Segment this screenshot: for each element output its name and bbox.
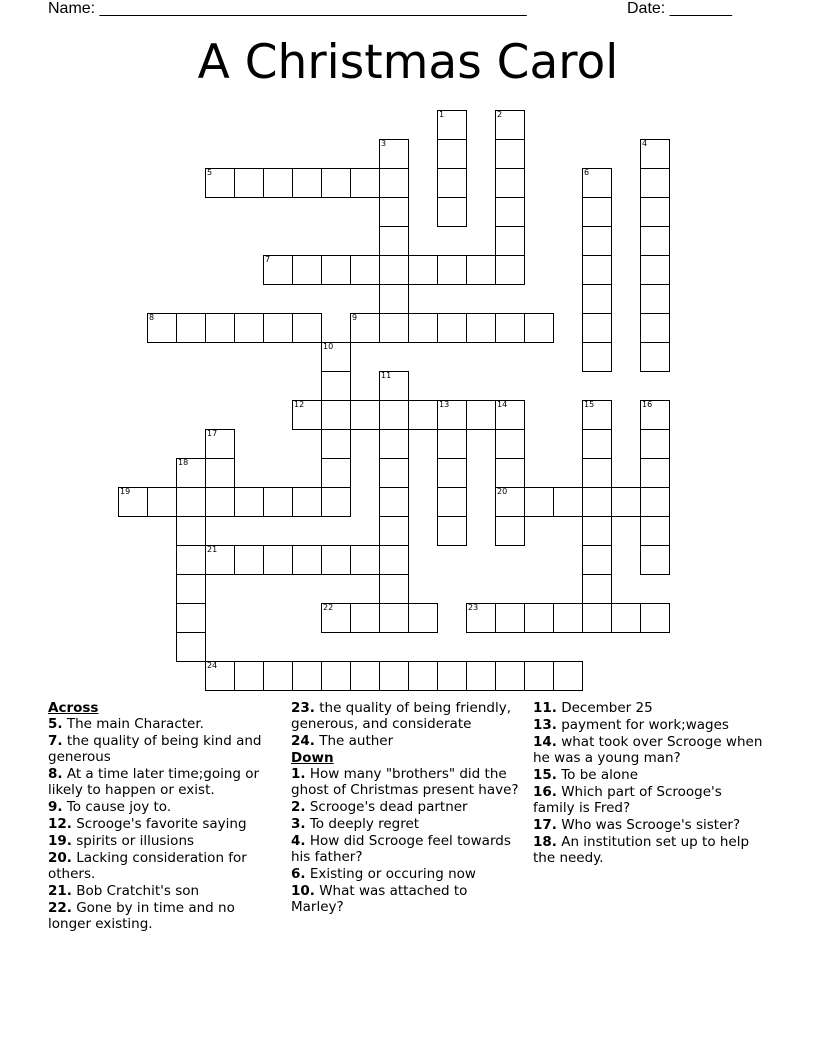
grid-cell[interactable] <box>350 255 380 285</box>
cell-number: 11 <box>381 371 392 380</box>
grid-cell[interactable] <box>437 110 467 140</box>
grid-cell[interactable] <box>495 487 525 517</box>
grid-cell[interactable] <box>495 661 525 691</box>
grid-cell[interactable] <box>466 661 496 691</box>
grid-cell[interactable] <box>640 255 670 285</box>
grid-cell[interactable] <box>205 429 235 459</box>
grid-cell[interactable] <box>176 574 206 604</box>
clue-across-8: 8. At a time later time;going or likely to happen or exist. <box>48 766 260 798</box>
grid-cell[interactable] <box>582 313 612 343</box>
grid-cell[interactable] <box>640 603 670 633</box>
grid-cell[interactable] <box>263 487 293 517</box>
grid-cell[interactable] <box>640 516 670 546</box>
grid-cell[interactable] <box>147 487 177 517</box>
grid-cell[interactable] <box>379 458 409 488</box>
grid-cell[interactable] <box>234 545 264 575</box>
grid-cell[interactable] <box>408 603 438 633</box>
grid-cell[interactable] <box>176 545 206 575</box>
header <box>48 0 748 22</box>
grid-cell[interactable] <box>408 400 438 430</box>
grid-cell[interactable] <box>640 284 670 314</box>
grid-cell[interactable] <box>379 313 409 343</box>
page-title: A Christmas Carol <box>197 35 619 90</box>
grid-cell[interactable] <box>437 313 467 343</box>
down-heading: Down <box>291 750 334 766</box>
clue-across-19: 19. spirits or illusions <box>48 833 195 849</box>
grid-cell[interactable] <box>379 197 409 227</box>
grid-cell[interactable] <box>524 487 554 517</box>
grid-cell[interactable] <box>379 139 409 169</box>
grid-cell[interactable] <box>379 168 409 198</box>
grid-cell[interactable] <box>582 168 612 198</box>
grid-cell[interactable] <box>437 197 467 227</box>
cell-number: 10 <box>323 342 334 351</box>
grid-cell[interactable] <box>379 226 409 256</box>
clues-column-2 <box>291 700 521 916</box>
cell-number: 23 <box>468 603 479 612</box>
grid-cell[interactable] <box>321 371 351 401</box>
grid-cell[interactable] <box>524 603 554 633</box>
grid-cell[interactable] <box>205 487 235 517</box>
clue-down-16: 16. Which part of Scrooge's family is Fred? <box>533 784 722 816</box>
grid-cell[interactable] <box>640 429 670 459</box>
grid-cell[interactable] <box>582 255 612 285</box>
grid-cell[interactable] <box>205 168 235 198</box>
clue-down-17: 17. Who was Scrooge's sister? <box>533 817 741 833</box>
grid-cell[interactable] <box>379 371 409 401</box>
clue-across-21: 21. Bob Cratchit's son <box>48 883 200 899</box>
grid-cell[interactable] <box>263 545 293 575</box>
cell-number: 6 <box>584 168 590 177</box>
grid-cell[interactable] <box>495 197 525 227</box>
grid-cell[interactable] <box>292 487 322 517</box>
grid-cell[interactable] <box>379 255 409 285</box>
grid-cell[interactable] <box>379 487 409 517</box>
grid-cell[interactable] <box>611 603 641 633</box>
cell-number: 22 <box>323 603 334 612</box>
grid-cell[interactable] <box>640 197 670 227</box>
grid-cell[interactable] <box>321 603 351 633</box>
grid-cell[interactable] <box>640 313 670 343</box>
clues-column-1 <box>48 700 278 933</box>
grid-cell[interactable] <box>495 516 525 546</box>
date-field[interactable]: Date: _______ <box>627 0 732 17</box>
grid-cell[interactable] <box>466 400 496 430</box>
cell-number: 19 <box>120 487 131 496</box>
grid-cell[interactable] <box>234 487 264 517</box>
grid-cell[interactable] <box>466 313 496 343</box>
grid-cell[interactable] <box>640 545 670 575</box>
grid-cell[interactable] <box>234 313 264 343</box>
grid-cell[interactable] <box>524 313 554 343</box>
grid-cell[interactable] <box>408 255 438 285</box>
cell-number: 14 <box>497 400 508 409</box>
grid-cell[interactable] <box>582 429 612 459</box>
grid-cell[interactable] <box>495 400 525 430</box>
grid-cell[interactable] <box>321 458 351 488</box>
grid-cell[interactable] <box>524 661 554 691</box>
grid-cell[interactable] <box>553 603 583 633</box>
grid-cell[interactable] <box>292 545 322 575</box>
grid-cell[interactable] <box>437 516 467 546</box>
clue-across-5: 5. The main Character. <box>48 716 204 732</box>
clue-down-15: 15. To be alone <box>533 767 639 783</box>
grid-cell[interactable] <box>321 487 351 517</box>
grid-cell[interactable] <box>640 458 670 488</box>
grid-cell[interactable] <box>205 545 235 575</box>
grid-cell[interactable] <box>379 603 409 633</box>
grid-cell[interactable] <box>495 110 525 140</box>
cell-number: 9 <box>352 313 358 322</box>
grid-cell[interactable] <box>437 139 467 169</box>
grid-cell[interactable] <box>640 139 670 169</box>
grid-cell[interactable] <box>263 313 293 343</box>
grid-cell[interactable] <box>437 400 467 430</box>
grid-cell[interactable] <box>321 168 351 198</box>
grid-cell[interactable] <box>176 313 206 343</box>
cell-number: 18 <box>178 458 189 467</box>
cell-number: 16 <box>642 400 653 409</box>
grid-cell[interactable] <box>234 168 264 198</box>
grid-cell[interactable] <box>582 574 612 604</box>
clue-across-22: 22. Gone by in time and no longer existing. <box>48 900 235 932</box>
grid-cell[interactable] <box>408 661 438 691</box>
grid-cell[interactable] <box>176 458 206 488</box>
grid-cell[interactable] <box>495 429 525 459</box>
grid-cell[interactable] <box>640 168 670 198</box>
grid-cell[interactable] <box>495 255 525 285</box>
clue-across-7: 7. the quality of being kind and generous <box>48 733 262 765</box>
cell-number: 15 <box>584 400 595 409</box>
grid-cell[interactable] <box>437 661 467 691</box>
cell-number: 24 <box>207 661 218 670</box>
clue-down-14: 14. what took over Scrooge when he was a young man? <box>533 734 763 766</box>
grid-cell[interactable] <box>611 487 641 517</box>
grid-cell[interactable] <box>176 487 206 517</box>
grid-cell[interactable] <box>582 342 612 372</box>
grid-cell[interactable] <box>292 313 322 343</box>
grid-cell[interactable] <box>321 255 351 285</box>
grid-cell[interactable] <box>321 545 351 575</box>
grid-cell[interactable] <box>176 632 206 662</box>
cell-number: 1 <box>439 110 445 119</box>
clue-across-9: 9. To cause joy to. <box>48 799 172 815</box>
grid-cell[interactable] <box>582 226 612 256</box>
grid-cell[interactable] <box>553 487 583 517</box>
grid-cell[interactable] <box>582 487 612 517</box>
grid-cell[interactable] <box>118 487 148 517</box>
grid-cell[interactable] <box>582 197 612 227</box>
clue-down-4: 4. How did Scrooge feel towards his father? <box>291 833 511 865</box>
clue-down-2: 2. Scrooge's dead partner <box>291 799 468 815</box>
cell-number: 4 <box>642 139 648 148</box>
grid-cell[interactable] <box>379 284 409 314</box>
grid-cell[interactable] <box>205 661 235 691</box>
grid-cell[interactable] <box>350 168 380 198</box>
clue-across-12: 12. Scrooge's favorite saying <box>48 816 247 832</box>
clue-down-18: 18. An institution set up to help the needy. <box>533 834 750 866</box>
grid-cell[interactable] <box>495 139 525 169</box>
grid-cell[interactable] <box>582 400 612 430</box>
grid-cell[interactable] <box>321 661 351 691</box>
clue-down-13: 13. payment for work;wages <box>533 717 729 733</box>
grid-cell[interactable] <box>495 603 525 633</box>
cell-number: 7 <box>265 255 271 264</box>
grid-cell[interactable] <box>379 429 409 459</box>
grid-cell[interactable] <box>640 400 670 430</box>
cell-number: 20 <box>497 487 508 496</box>
grid-cell[interactable] <box>437 458 467 488</box>
grid-cell[interactable] <box>263 255 293 285</box>
grid-cell[interactable] <box>321 342 351 372</box>
grid-cell[interactable] <box>292 255 322 285</box>
clue-across-24: 24. The auther <box>291 733 394 749</box>
clue-across-23: 23. the quality of being friendly, generous, and considerate <box>291 700 511 732</box>
grid-cell[interactable] <box>582 284 612 314</box>
clue-across-20: 20. Lacking consideration for others. <box>48 850 247 882</box>
clue-down-10: 10. What was attached to Marley? <box>291 883 468 915</box>
grid-cell[interactable] <box>437 429 467 459</box>
grid-cell[interactable] <box>176 516 206 546</box>
grid-cell[interactable] <box>437 487 467 517</box>
cell-number: 3 <box>381 139 387 148</box>
grid-cell[interactable] <box>176 603 206 633</box>
grid-cell[interactable] <box>350 313 380 343</box>
grid-cell[interactable] <box>408 313 438 343</box>
grid-cell[interactable] <box>263 661 293 691</box>
grid-cell[interactable] <box>582 545 612 575</box>
grid-cell[interactable] <box>350 603 380 633</box>
cell-number: 12 <box>294 400 305 409</box>
grid-cell[interactable] <box>147 313 177 343</box>
clue-down-11: 11. December 25 <box>533 700 653 716</box>
cell-number: 5 <box>207 168 213 177</box>
grid-cell[interactable] <box>379 574 409 604</box>
grid-cell[interactable] <box>495 168 525 198</box>
grid-cell[interactable] <box>379 545 409 575</box>
grid-cell[interactable] <box>495 226 525 256</box>
grid-cell[interactable] <box>292 400 322 430</box>
grid-cell[interactable] <box>379 400 409 430</box>
clue-down-6: 6. Existing or occuring now <box>291 866 476 882</box>
grid-cell[interactable] <box>350 661 380 691</box>
grid-cell[interactable] <box>495 458 525 488</box>
grid-cell[interactable] <box>350 400 380 430</box>
grid-cell[interactable] <box>437 168 467 198</box>
grid-cell[interactable] <box>582 603 612 633</box>
grid-cell[interactable] <box>234 661 264 691</box>
grid-cell[interactable] <box>640 226 670 256</box>
grid-cell[interactable] <box>582 458 612 488</box>
grid-cell[interactable] <box>292 168 322 198</box>
cell-number: 8 <box>149 313 155 322</box>
grid-cell[interactable] <box>553 661 583 691</box>
grid-cell[interactable] <box>350 545 380 575</box>
cell-number: 17 <box>207 429 218 438</box>
grid-cell[interactable] <box>263 168 293 198</box>
grid-cell[interactable] <box>205 313 235 343</box>
grid-cell[interactable] <box>582 516 612 546</box>
grid-cell[interactable] <box>640 342 670 372</box>
name-field[interactable]: Name: ________________________________________________ <box>48 0 527 17</box>
grid-cell[interactable] <box>321 429 351 459</box>
grid-cell[interactable] <box>466 603 496 633</box>
grid-cell[interactable] <box>292 661 322 691</box>
grid-cell[interactable] <box>379 516 409 546</box>
clue-down-1: 1. How many "brothers" did the ghost of Christmas present have? <box>291 766 519 798</box>
across-heading: Across <box>48 700 99 716</box>
grid-cell[interactable] <box>321 400 351 430</box>
grid-cell[interactable] <box>379 661 409 691</box>
grid-cell[interactable] <box>205 458 235 488</box>
cell-number: 2 <box>497 110 503 119</box>
cell-number: 21 <box>207 545 218 554</box>
clue-down-3: 3. To deeply regret <box>291 816 420 832</box>
grid-cell[interactable] <box>495 313 525 343</box>
grid-cell[interactable] <box>466 255 496 285</box>
clues-column-3 <box>533 700 763 867</box>
grid-cell[interactable] <box>640 487 670 517</box>
cell-number: 13 <box>439 400 450 409</box>
grid-cell[interactable] <box>437 255 467 285</box>
